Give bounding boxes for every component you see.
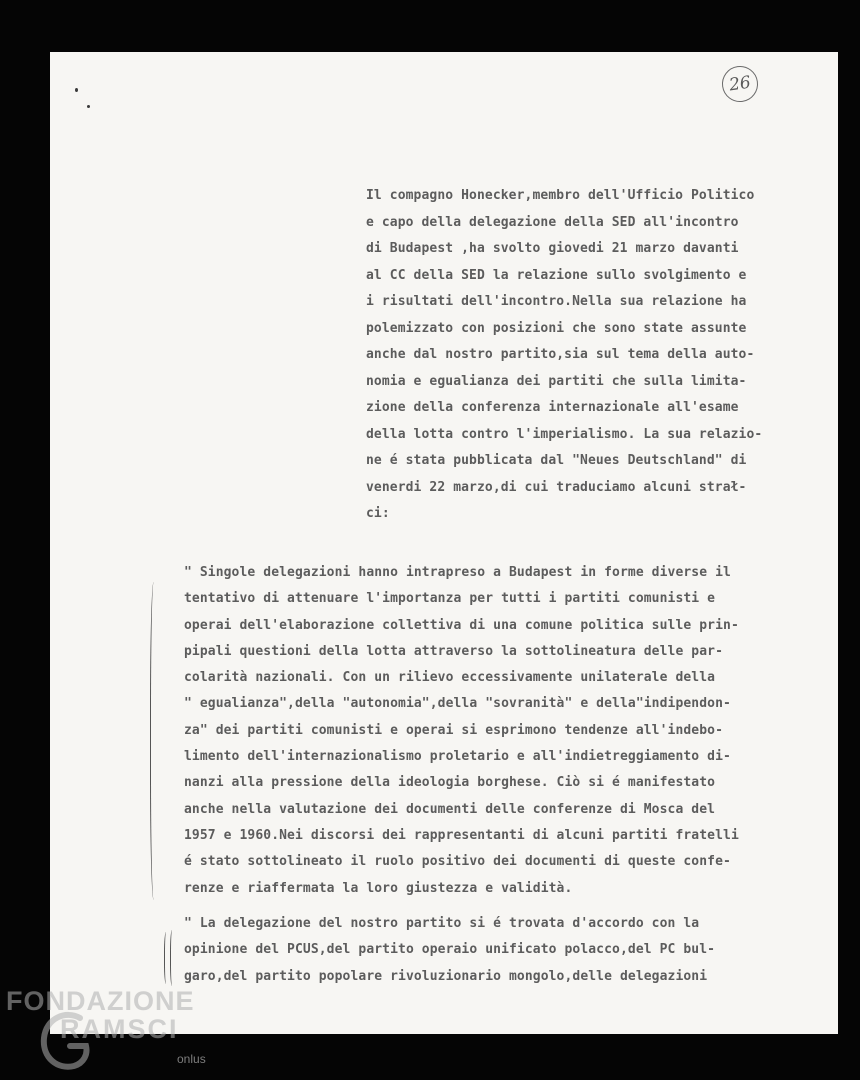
text-line: anche nella valutazione dei documenti delle conferenze di Mosca del	[184, 801, 716, 817]
quote-paragraph-1	[184, 560, 834, 902]
text-line: limento dell'internazionalismo proletario e all'indietreggiamento di-	[184, 749, 731, 765]
text-line: venerdi 22 marzo,di cui traduciamo alcuni strał-	[366, 479, 747, 495]
text-line: Il compagno Honecker,membro dell'Ufficio Politico	[366, 188, 755, 203]
text-line: nomia e egualianza dei partiti che sulla limita-	[366, 373, 747, 389]
watermark-line-2: RAMSCI	[60, 1014, 179, 1044]
ink-mark	[75, 88, 78, 92]
text-line: za" dei partiti comunisti e operai si esprimono tendenze all'indebo-	[184, 722, 724, 738]
text-line: ci:	[366, 506, 390, 521]
text-line: " egualianza",della "autonomia",della "sovranità" e della"indipendon-	[184, 696, 731, 712]
text-line: renze e riaffermata la loro giustezza e validità.	[184, 880, 573, 896]
text-line: 1957 e 1960.Nei discorsi dei rappresentanti di alcuni partiti fratelli	[184, 827, 739, 843]
handwritten-page-number: 26	[720, 64, 761, 105]
text-line: " Singole delegazioni hanno intrapreso a Budapest in forme diverse il	[184, 565, 731, 580]
text-line: pipali questioni della lotta attraverso la sottolineatura delle par-	[184, 643, 724, 659]
margin-double-bar	[170, 930, 175, 986]
watermark-subtitle: onlus	[177, 1052, 206, 1066]
text-line: " La delegazione del nostro partito si é trovata d'accordo con la	[184, 916, 700, 931]
text-line: zione della conferenza internazionale all'esame	[366, 400, 739, 415]
text-line: garo,del partito popolare rivoluzionario mongolo,delle delegazioni	[184, 968, 708, 984]
document-page	[50, 52, 838, 1034]
text-line: polemizzato con posizioni che sono state assunte	[366, 320, 747, 336]
text-line: di Budapest ,ha svolto giovedi 21 marzo davanti	[366, 241, 739, 256]
text-line: anche dal nostro partito,sia sul tema della auto-	[366, 347, 755, 362]
text-line: colarità nazionali. Con un rilievo eccessivamente unilaterale della	[184, 670, 716, 686]
text-line: operai dell'elaborazione collettiva di una comune politica sulle prin-	[184, 617, 739, 633]
text-line: nanzi alla pressione della ideologia borghese. Ciò si é manifestato	[184, 775, 716, 791]
margin-double-bar	[164, 932, 169, 984]
text-line: é stato sottolineato il ruolo positivo dei documenti di queste confe-	[184, 854, 731, 870]
ink-mark	[87, 105, 90, 108]
text-line: i risultati dell'incontro.Nella sua relazione ha	[366, 294, 747, 309]
margin-bracket	[150, 582, 159, 900]
text-line: della lotta contro l'imperialismo. La sua relazio-	[366, 426, 763, 442]
watermark-line-1: FONDAZIONE	[6, 986, 195, 1016]
text-line: opinione del PCUS,del partito operaio unificato polacco,del PC bul-	[184, 942, 716, 958]
text-line: al CC della SED la relazione sullo svolgimento e	[366, 267, 747, 283]
text-line: tentativo di attenuare l'importanza per tutti i partiti comunisti e	[184, 591, 716, 607]
intro-paragraph	[366, 183, 831, 528]
text-line: ne é stata pubblicata dal "Neues Deutschland" di	[366, 453, 747, 468]
text-line: e capo della delegazione della SED all'incontro	[366, 214, 739, 230]
quote-paragraph-2	[184, 911, 834, 990]
